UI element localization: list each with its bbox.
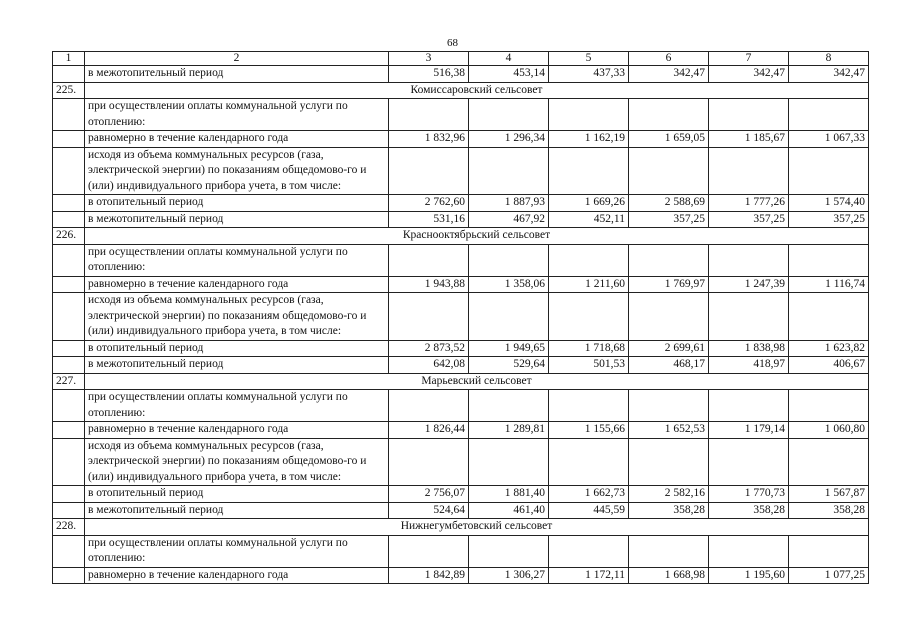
row-number-cell xyxy=(53,422,85,439)
value-cell: 1 567,87 xyxy=(789,486,869,503)
value-cell: 1 769,97 xyxy=(629,276,709,293)
row-number-cell xyxy=(53,535,85,567)
table-row xyxy=(53,502,869,519)
row-label: при осуществлении оплаты коммунальной услуги по отоплению: xyxy=(85,99,389,131)
value-cell: 1 289,81 xyxy=(469,422,549,439)
value-cell xyxy=(709,99,789,131)
table-row xyxy=(53,66,869,83)
value-cell xyxy=(789,147,869,195)
value-cell: 358,28 xyxy=(709,502,789,519)
column-number-cell: 6 xyxy=(629,52,709,66)
section-row xyxy=(53,228,869,245)
value-cell xyxy=(629,147,709,195)
value-cell: 468,17 xyxy=(629,357,709,374)
value-cell: 1 172,11 xyxy=(549,567,629,584)
row-label: равномерно в течение календарного года xyxy=(85,276,389,293)
value-cell xyxy=(389,99,469,131)
value-cell: 1 185,67 xyxy=(709,131,789,148)
value-cell: 1 067,33 xyxy=(789,131,869,148)
value-cell: 1 358,06 xyxy=(469,276,549,293)
column-number-cell: 1 xyxy=(53,52,85,66)
value-cell: 357,25 xyxy=(789,211,869,228)
row-label: в межотопительный период xyxy=(85,211,389,228)
value-cell xyxy=(469,147,549,195)
value-cell: 445,59 xyxy=(549,502,629,519)
row-number-cell xyxy=(53,244,85,276)
column-number-cell: 3 xyxy=(389,52,469,66)
value-cell: 1 195,60 xyxy=(709,567,789,584)
value-cell xyxy=(629,244,709,276)
value-cell: 1 777,26 xyxy=(709,195,789,212)
tariff-table xyxy=(52,51,869,584)
value-cell xyxy=(549,244,629,276)
value-cell xyxy=(789,390,869,422)
table-row xyxy=(53,276,869,293)
value-cell: 524,64 xyxy=(389,502,469,519)
value-cell: 1 060,80 xyxy=(789,422,869,439)
row-number-cell xyxy=(53,486,85,503)
value-cell xyxy=(469,438,549,486)
value-cell: 2 756,07 xyxy=(389,486,469,503)
value-cell: 516,38 xyxy=(389,66,469,83)
value-cell xyxy=(549,99,629,131)
value-cell xyxy=(629,438,709,486)
value-cell: 453,14 xyxy=(469,66,549,83)
value-cell: 1 247,39 xyxy=(709,276,789,293)
table-row xyxy=(53,357,869,374)
value-cell: 1 652,53 xyxy=(629,422,709,439)
value-cell: 1 662,73 xyxy=(549,486,629,503)
row-label: в отопительный период xyxy=(85,340,389,357)
value-cell: 406,67 xyxy=(789,357,869,374)
row-label: исходя из объема коммунальных ресурсов (газа, электрической энергии) по показаниям общедомово-го и (или) индивидуального прибора учета, в том числе: xyxy=(85,147,389,195)
row-label: равномерно в течение календарного года xyxy=(85,567,389,584)
value-cell: 1 116,74 xyxy=(789,276,869,293)
value-cell: 1 770,73 xyxy=(709,486,789,503)
value-cell xyxy=(629,535,709,567)
row-number-cell xyxy=(53,567,85,584)
value-cell: 1 077,25 xyxy=(789,567,869,584)
value-cell: 2 873,52 xyxy=(389,340,469,357)
value-cell: 418,97 xyxy=(709,357,789,374)
value-cell: 358,28 xyxy=(629,502,709,519)
value-cell xyxy=(549,438,629,486)
table-row xyxy=(53,567,869,584)
value-cell xyxy=(789,293,869,341)
value-cell: 529,64 xyxy=(469,357,549,374)
column-number-row xyxy=(53,52,869,66)
value-cell: 1 211,60 xyxy=(549,276,629,293)
row-number-cell xyxy=(53,66,85,83)
value-cell xyxy=(389,535,469,567)
value-cell xyxy=(789,99,869,131)
value-cell xyxy=(469,535,549,567)
value-cell: 1 838,98 xyxy=(709,340,789,357)
section-number: 225. xyxy=(53,82,85,99)
value-cell xyxy=(389,390,469,422)
row-label: равномерно в течение календарного года xyxy=(85,422,389,439)
text-row xyxy=(53,535,869,567)
value-cell xyxy=(789,244,869,276)
value-cell: 1 826,44 xyxy=(389,422,469,439)
value-cell: 342,47 xyxy=(789,66,869,83)
row-label: в межотопительный период xyxy=(85,357,389,374)
table-row xyxy=(53,486,869,503)
page-number: 68 xyxy=(447,37,458,49)
value-cell xyxy=(389,147,469,195)
row-label: в межотопительный период xyxy=(85,502,389,519)
value-cell: 1 943,88 xyxy=(389,276,469,293)
row-label: в межотопительный период xyxy=(85,66,389,83)
value-cell: 437,33 xyxy=(549,66,629,83)
column-number-cell: 4 xyxy=(469,52,549,66)
text-row xyxy=(53,244,869,276)
column-number-cell: 5 xyxy=(549,52,629,66)
row-label: при осуществлении оплаты коммунальной услуги по отоплению: xyxy=(85,535,389,567)
section-number: 226. xyxy=(53,228,85,245)
value-cell xyxy=(549,390,629,422)
value-cell: 2 588,69 xyxy=(629,195,709,212)
row-number-cell xyxy=(53,293,85,341)
value-cell: 1 659,05 xyxy=(629,131,709,148)
value-cell: 501,53 xyxy=(549,357,629,374)
value-cell xyxy=(389,244,469,276)
row-number-cell xyxy=(53,131,85,148)
value-cell: 342,47 xyxy=(629,66,709,83)
value-cell: 1 887,93 xyxy=(469,195,549,212)
value-cell: 452,11 xyxy=(549,211,629,228)
section-row xyxy=(53,82,869,99)
row-label: равномерно в течение календарного года xyxy=(85,131,389,148)
table-row xyxy=(53,195,869,212)
value-cell: 531,16 xyxy=(389,211,469,228)
value-cell xyxy=(629,99,709,131)
section-row xyxy=(53,519,869,536)
value-cell xyxy=(709,244,789,276)
value-cell xyxy=(629,390,709,422)
value-cell xyxy=(469,390,549,422)
value-cell xyxy=(629,293,709,341)
text-row xyxy=(53,390,869,422)
value-cell: 1 832,96 xyxy=(389,131,469,148)
row-label: при осуществлении оплаты коммунальной услуги по отоплению: xyxy=(85,390,389,422)
value-cell: 1 162,19 xyxy=(549,131,629,148)
value-cell: 1 842,89 xyxy=(389,567,469,584)
value-cell: 1 669,26 xyxy=(549,195,629,212)
value-cell: 342,47 xyxy=(709,66,789,83)
row-number-cell xyxy=(53,357,85,374)
value-cell: 2 699,61 xyxy=(629,340,709,357)
row-label: исходя из объема коммунальных ресурсов (газа, электрической энергии) по показаниям общедомово-го и (или) индивидуального прибора учета, в том числе: xyxy=(85,438,389,486)
value-cell: 1 574,40 xyxy=(789,195,869,212)
value-cell: 1 296,34 xyxy=(469,131,549,148)
value-cell: 1 155,66 xyxy=(549,422,629,439)
value-cell xyxy=(549,293,629,341)
section-title: Марьевский сельсовет xyxy=(85,373,869,390)
column-number-cell: 7 xyxy=(709,52,789,66)
section-title: Краснооктябрьский сельсовет xyxy=(85,228,869,245)
section-title: Нижнегумбетовский сельсовет xyxy=(85,519,869,536)
value-cell: 1 179,14 xyxy=(709,422,789,439)
value-cell: 357,25 xyxy=(709,211,789,228)
row-label: в отопительный период xyxy=(85,486,389,503)
row-number-cell xyxy=(53,211,85,228)
value-cell: 2 762,60 xyxy=(389,195,469,212)
section-number: 227. xyxy=(53,373,85,390)
value-cell xyxy=(549,535,629,567)
value-cell: 1 306,27 xyxy=(469,567,549,584)
value-cell xyxy=(389,438,469,486)
value-cell xyxy=(469,293,549,341)
row-label: исходя из объема коммунальных ресурсов (газа, электрической энергии) по показаниям общедомово-го и (или) индивидуального прибора учета, в том числе: xyxy=(85,293,389,341)
row-number-cell xyxy=(53,502,85,519)
table-row xyxy=(53,131,869,148)
value-cell xyxy=(709,535,789,567)
column-number-cell: 8 xyxy=(789,52,869,66)
text-row xyxy=(53,99,869,131)
value-cell: 1 949,65 xyxy=(469,340,549,357)
row-number-cell xyxy=(53,276,85,293)
value-cell: 1 881,40 xyxy=(469,486,549,503)
text-row xyxy=(53,438,869,486)
value-cell xyxy=(709,147,789,195)
table-row xyxy=(53,422,869,439)
value-cell xyxy=(389,293,469,341)
value-cell: 461,40 xyxy=(469,502,549,519)
value-cell xyxy=(789,438,869,486)
value-cell: 1 623,82 xyxy=(789,340,869,357)
value-cell xyxy=(469,99,549,131)
value-cell: 2 582,16 xyxy=(629,486,709,503)
row-number-cell xyxy=(53,195,85,212)
value-cell xyxy=(709,438,789,486)
section-title: Комиссаровский сельсовет xyxy=(85,82,869,99)
value-cell xyxy=(789,535,869,567)
row-number-cell xyxy=(53,147,85,195)
column-number-cell: 2 xyxy=(85,52,389,66)
value-cell: 1 718,68 xyxy=(549,340,629,357)
text-row xyxy=(53,293,869,341)
table-row xyxy=(53,340,869,357)
value-cell: 358,28 xyxy=(789,502,869,519)
value-cell xyxy=(709,390,789,422)
value-cell: 467,92 xyxy=(469,211,549,228)
value-cell: 1 668,98 xyxy=(629,567,709,584)
value-cell: 357,25 xyxy=(629,211,709,228)
value-cell xyxy=(549,147,629,195)
row-number-cell xyxy=(53,390,85,422)
row-number-cell xyxy=(53,340,85,357)
row-number-cell xyxy=(53,99,85,131)
value-cell: 642,08 xyxy=(389,357,469,374)
text-row xyxy=(53,147,869,195)
value-cell xyxy=(469,244,549,276)
row-label: при осуществлении оплаты коммунальной услуги по отоплению: xyxy=(85,244,389,276)
row-number-cell xyxy=(53,438,85,486)
table-row xyxy=(53,211,869,228)
section-row xyxy=(53,373,869,390)
row-label: в отопительный период xyxy=(85,195,389,212)
value-cell xyxy=(709,293,789,341)
section-number: 228. xyxy=(53,519,85,536)
